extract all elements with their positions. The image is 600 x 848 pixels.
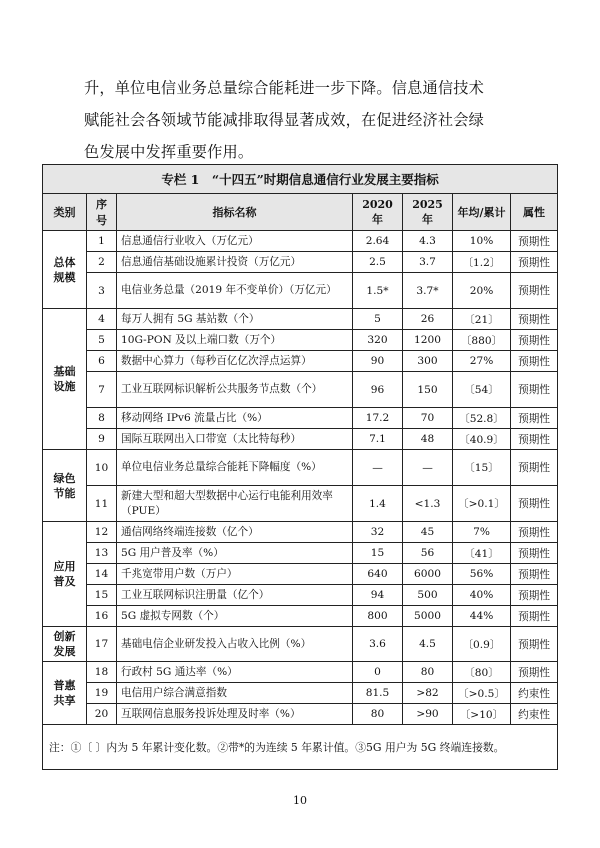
value-2025: 4.5 [403, 627, 453, 662]
row-number: 16 [87, 606, 117, 627]
header-attribute: 属性 [511, 194, 558, 231]
page-number: 10 [293, 794, 307, 807]
indicator-name: 数据中心算力（每秒百亿亿次浮点运算） [117, 351, 353, 372]
value-2025: >82 [403, 683, 453, 704]
indicator-name: 互联网信息服务投诉处理及时率（%） [117, 704, 353, 725]
category-cell: 创新 发展 [43, 627, 87, 662]
header-2020: 2020 年 [353, 194, 403, 231]
value-average-cumulative: 56% [453, 564, 511, 585]
value-2020: 1.5* [353, 273, 403, 309]
value-2025: 500 [403, 585, 453, 606]
row-number: 6 [87, 351, 117, 372]
value-average-cumulative: 〔21〕 [453, 309, 511, 330]
attribute-cell: 约束性 [511, 683, 558, 704]
table-row [43, 585, 558, 606]
header-indicator-name: 指标名称 [117, 194, 353, 231]
value-2020: 96 [353, 372, 403, 408]
value-2020: 1.4 [353, 486, 403, 522]
intro-line: 升，单位电信业务总量综合能耗进一步下降。信息通信技术 [84, 79, 485, 97]
value-2020: — [353, 450, 403, 486]
category-cell: 总体 规模 [43, 231, 87, 309]
value-2020: 2.64 [353, 231, 403, 252]
value-2020: 0 [353, 662, 403, 683]
value-average-cumulative: 44% [453, 606, 511, 627]
value-2020: 640 [353, 564, 403, 585]
attribute-cell: 预期性 [511, 486, 558, 522]
table-row [43, 450, 558, 486]
table-row [43, 543, 558, 564]
value-average-cumulative: 〔15〕 [453, 450, 511, 486]
value-2020: 2.5 [353, 252, 403, 273]
table-row [43, 662, 558, 683]
value-2020: 81.5 [353, 683, 403, 704]
row-number: 3 [87, 273, 117, 309]
attribute-cell: 预期性 [511, 627, 558, 662]
table-row [43, 273, 558, 309]
attribute-cell: 预期性 [511, 522, 558, 543]
value-2025: >90 [403, 704, 453, 725]
value-average-cumulative: 〔54〕 [453, 372, 511, 408]
table-row [43, 683, 558, 704]
table-title-row [43, 165, 558, 194]
value-2025: <1.3 [403, 486, 453, 522]
row-number: 2 [87, 252, 117, 273]
value-2025: 6000 [403, 564, 453, 585]
table-header-row [43, 194, 558, 231]
value-average-cumulative: 〔>10〕 [453, 704, 511, 725]
attribute-cell: 预期性 [511, 309, 558, 330]
value-average-cumulative: 〔>0.5〕 [453, 683, 511, 704]
indicator-name: 每万人拥有 5G 基站数（个） [117, 309, 353, 330]
value-average-cumulative: 〔80〕 [453, 662, 511, 683]
indicator-name: 单位电信业务总量综合能耗下降幅度（%） [117, 450, 353, 486]
row-number: 20 [87, 704, 117, 725]
value-average-cumulative: 40% [453, 585, 511, 606]
attribute-cell: 预期性 [511, 372, 558, 408]
row-number: 12 [87, 522, 117, 543]
value-2025: 300 [403, 351, 453, 372]
value-2025: 70 [403, 408, 453, 429]
value-average-cumulative: 27% [453, 351, 511, 372]
value-average-cumulative: 10% [453, 231, 511, 252]
table-row [43, 330, 558, 351]
table-row [43, 351, 558, 372]
value-2020: 15 [353, 543, 403, 564]
attribute-cell: 预期性 [511, 585, 558, 606]
row-number: 15 [87, 585, 117, 606]
row-number: 11 [87, 486, 117, 522]
row-number: 13 [87, 543, 117, 564]
value-average-cumulative: 〔40.9〕 [453, 429, 511, 450]
value-2020: 800 [353, 606, 403, 627]
table-row [43, 372, 558, 408]
attribute-cell: 预期性 [511, 450, 558, 486]
row-number: 4 [87, 309, 117, 330]
attribute-cell: 预期性 [511, 564, 558, 585]
header-average-cumulative: 年均/累计 [453, 194, 511, 231]
indicator-name: 5G 虚拟专网数（个） [117, 606, 353, 627]
value-2020: 320 [353, 330, 403, 351]
table-row [43, 522, 558, 543]
indicator-name: 国际互联网出入口带宽（太比特每秒） [117, 429, 353, 450]
indicator-name: 行政村 5G 通达率（%） [117, 662, 353, 683]
value-average-cumulative: 〔>0.1〕 [453, 486, 511, 522]
indicator-name: 10G-PON 及以上端口数（万个） [117, 330, 353, 351]
row-number: 1 [87, 231, 117, 252]
row-number: 14 [87, 564, 117, 585]
table-row [43, 408, 558, 429]
indicator-name: 工业互联网标识解析公共服务节点数（个） [117, 372, 353, 408]
table-note-row [43, 725, 558, 770]
table-row [43, 252, 558, 273]
value-average-cumulative: 〔0.9〕 [453, 627, 511, 662]
attribute-cell: 预期性 [511, 351, 558, 372]
value-2020: 7.1 [353, 429, 403, 450]
value-2025: 1200 [403, 330, 453, 351]
value-2025: 5000 [403, 606, 453, 627]
row-number: 5 [87, 330, 117, 351]
attribute-cell: 预期性 [511, 429, 558, 450]
attribute-cell: 预期性 [511, 543, 558, 564]
row-number: 8 [87, 408, 117, 429]
attribute-cell: 预期性 [511, 231, 558, 252]
row-number: 10 [87, 450, 117, 486]
attribute-cell: 预期性 [511, 273, 558, 309]
value-2020: 32 [353, 522, 403, 543]
attribute-cell: 预期性 [511, 408, 558, 429]
value-average-cumulative: 〔1.2〕 [453, 252, 511, 273]
table-row [43, 704, 558, 725]
indicator-name: 新建大型和超大型数据中心运行电能利用效率（PUE） [117, 486, 353, 522]
value-2025: 4.3 [403, 231, 453, 252]
value-2025: 48 [403, 429, 453, 450]
indicator-name: 电信用户综合满意指数 [117, 683, 353, 704]
attribute-cell: 约束性 [511, 704, 558, 725]
attribute-cell: 预期性 [511, 662, 558, 683]
value-2020: 17.2 [353, 408, 403, 429]
value-2020: 94 [353, 585, 403, 606]
value-average-cumulative: 〔41〕 [453, 543, 511, 564]
table-row [43, 486, 558, 522]
category-cell: 普惠 共享 [43, 662, 87, 725]
table-row [43, 231, 558, 252]
table-row [43, 564, 558, 585]
value-average-cumulative: 20% [453, 273, 511, 309]
header-category: 类别 [43, 194, 87, 231]
value-average-cumulative: 〔52.8〕 [453, 408, 511, 429]
value-2020: 5 [353, 309, 403, 330]
indicator-table [42, 164, 558, 770]
indicator-name: 信息通信基础设施累计投资（万亿元） [117, 252, 353, 273]
row-number: 9 [87, 429, 117, 450]
row-number: 7 [87, 372, 117, 408]
intro-line: 色发展中发挥重要作用。 [84, 143, 254, 161]
table-row [43, 429, 558, 450]
row-number: 19 [87, 683, 117, 704]
value-2025: 80 [403, 662, 453, 683]
indicator-name: 通信网络终端连接数（亿个） [117, 522, 353, 543]
intro-paragraph [84, 72, 524, 168]
value-2025: 26 [403, 309, 453, 330]
value-2025: 3.7* [403, 273, 453, 309]
table-title: 专栏 1 “十四五”时期信息通信行业发展主要指标 [43, 165, 558, 194]
header-2025: 2025 年 [403, 194, 453, 231]
attribute-cell: 预期性 [511, 330, 558, 351]
indicator-name: 信息通信行业收入（万亿元） [117, 231, 353, 252]
table-row [43, 309, 558, 330]
row-number: 18 [87, 662, 117, 683]
value-2025: 150 [403, 372, 453, 408]
attribute-cell: 预期性 [511, 252, 558, 273]
value-average-cumulative: 7% [453, 522, 511, 543]
category-cell: 应用 普及 [43, 522, 87, 627]
indicator-name: 5G 用户普及率（%） [117, 543, 353, 564]
value-2025: 45 [403, 522, 453, 543]
indicator-name: 移动网络 IPv6 流量占比（%） [117, 408, 353, 429]
indicator-name: 基础电信企业研发投入占收入比例（%） [117, 627, 353, 662]
value-2025: 3.7 [403, 252, 453, 273]
value-2020: 80 [353, 704, 403, 725]
table-row [43, 606, 558, 627]
value-2025: 56 [403, 543, 453, 564]
intro-line: 赋能社会各领域节能减排取得显著成效，在促进经济社会绿 [84, 111, 485, 129]
attribute-cell: 预期性 [511, 606, 558, 627]
header-number: 序号 [87, 194, 117, 231]
indicator-name: 千兆宽带用户数（万户） [117, 564, 353, 585]
value-2020: 3.6 [353, 627, 403, 662]
table-row [43, 627, 558, 662]
indicator-name: 电信业务总量（2019 年不变单价）（万亿元） [117, 273, 353, 309]
value-2025: — [403, 450, 453, 486]
category-cell: 绿色 节能 [43, 450, 87, 522]
indicator-name: 工业互联网标识注册量（亿个） [117, 585, 353, 606]
row-number: 17 [87, 627, 117, 662]
value-2020: 90 [353, 351, 403, 372]
value-average-cumulative: 〔880〕 [453, 330, 511, 351]
table-note: 注：①〔 〕内为 5 年累计变化数。②带*的为连续 5 年累计值。③5G 用户为 5G 终端连接数。 [43, 725, 558, 770]
category-cell: 基础 设施 [43, 309, 87, 450]
